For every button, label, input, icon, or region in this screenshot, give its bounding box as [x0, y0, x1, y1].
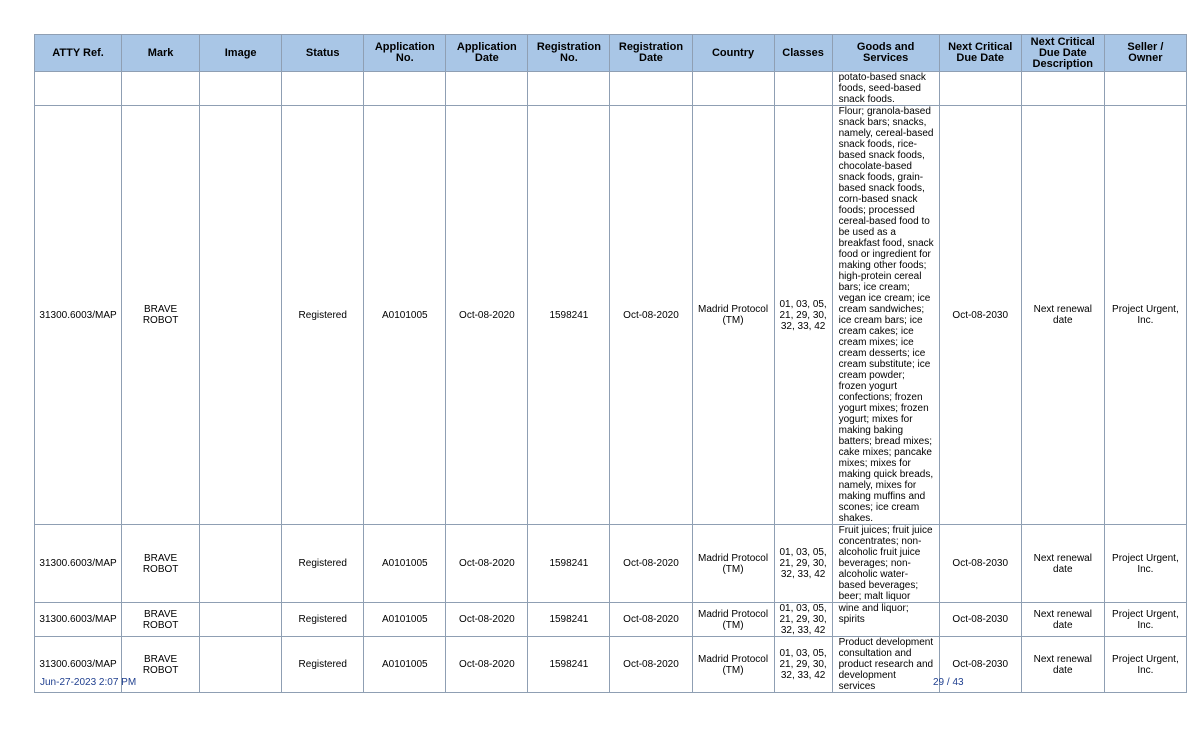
- next-due-date-cell: [939, 72, 1021, 106]
- next-due-date-cell: Oct-08-2030: [939, 637, 1021, 693]
- status-cell: Registered: [282, 603, 364, 637]
- header-application-date: Application Date: [446, 35, 528, 72]
- table-body: [35, 72, 1187, 693]
- registration-no-cell: 1598241: [528, 106, 610, 525]
- next-due-date-cell: Oct-08-2030: [939, 525, 1021, 603]
- application-no-cell: [364, 72, 446, 106]
- image-cell: [200, 525, 282, 603]
- image-cell: [200, 72, 282, 106]
- table-row: [35, 637, 1187, 693]
- application-no-cell: A0101005: [364, 525, 446, 603]
- table-row: [35, 106, 1187, 525]
- atty-ref-cell: 31300.6003/MAP: [35, 525, 122, 603]
- goods-services-cell: potato-based snack foods, seed-based snack foods.: [832, 72, 939, 106]
- header-atty-ref: ATTY Ref.: [35, 35, 122, 72]
- header-next-critical-due-date: Next Critical Due Date: [939, 35, 1021, 72]
- footer-page-number: 29 / 43: [933, 677, 964, 688]
- atty-ref-cell: [35, 72, 122, 106]
- application-date-cell: Oct-08-2020: [446, 106, 528, 525]
- header-application-no: Application No.: [364, 35, 446, 72]
- mark-cell: BRAVE ROBOT: [122, 106, 200, 525]
- atty-ref-cell: 31300.6003/MAP: [35, 637, 122, 693]
- classes-cell: [774, 72, 832, 106]
- image-cell: [200, 637, 282, 693]
- due-date-description-cell: [1021, 72, 1104, 106]
- table-row: [35, 525, 1187, 603]
- status-cell: Registered: [282, 525, 364, 603]
- header-image: Image: [200, 35, 282, 72]
- goods-services-cell: wine and liquor; spirits: [832, 603, 939, 637]
- seller-owner-cell: Project Urgent, Inc.: [1104, 106, 1186, 525]
- atty-ref-cell: 31300.6003/MAP: [35, 603, 122, 637]
- atty-ref-cell: 31300.6003/MAP: [35, 106, 122, 525]
- header-mark: Mark: [122, 35, 200, 72]
- application-date-cell: Oct-08-2020: [446, 637, 528, 693]
- application-no-cell: A0101005: [364, 603, 446, 637]
- goods-services-cell: Product development consultation and product research and development services: [832, 637, 939, 693]
- application-date-cell: Oct-08-2020: [446, 525, 528, 603]
- registration-no-cell: [528, 72, 610, 106]
- mark-cell: BRAVE ROBOT: [122, 603, 200, 637]
- classes-cell: 01, 03, 05, 21, 29, 30, 32, 33, 42: [774, 106, 832, 525]
- seller-owner-cell: Project Urgent, Inc.: [1104, 603, 1186, 637]
- due-date-description-cell: Next renewal date: [1021, 637, 1104, 693]
- mark-cell: BRAVE ROBOT: [122, 637, 200, 693]
- registration-date-cell: [610, 72, 692, 106]
- header-classes: Classes: [774, 35, 832, 72]
- application-no-cell: A0101005: [364, 637, 446, 693]
- status-cell: Registered: [282, 106, 364, 525]
- application-date-cell: Oct-08-2020: [446, 603, 528, 637]
- next-due-date-cell: Oct-08-2030: [939, 106, 1021, 525]
- seller-owner-cell: Project Urgent, Inc.: [1104, 525, 1186, 603]
- header-seller-owner: Seller / Owner: [1104, 35, 1186, 72]
- status-cell: Registered: [282, 637, 364, 693]
- mark-cell: BRAVE ROBOT: [122, 525, 200, 603]
- country-cell: Madrid Protocol (TM): [692, 603, 774, 637]
- header-country: Country: [692, 35, 774, 72]
- header-goods-services: Goods and Services: [832, 35, 939, 72]
- country-cell: [692, 72, 774, 106]
- classes-cell: 01, 03, 05, 21, 29, 30, 32, 33, 42: [774, 525, 832, 603]
- country-cell: Madrid Protocol (TM): [692, 106, 774, 525]
- goods-services-cell: Flour; granola-based snack bars; snacks, namely, cereal-based snack foods, rice-based snack foods, chocolate-based snack foods, grain-based snack foods, corn-based snack foods; processed cereal-based food to be used as a breakfast food, snack food or ingredient for making other foods; high-protein cereal bars; ice cream; vegan ice cream; ice cream sandwiches; ice cream bars; ice cream cakes; ice cream mixes; ice cream desserts; ice cream substitute; ice cream powder; frozen yogurt confections; frozen yogurt mixes; frozen yogurt; mixes for making baking batters; bread mixes; cake mixes; pancake mixes; mixes for making quick breads, namely, mixes for making muffins and scones; ice cream shakes.: [832, 106, 939, 525]
- table-row: [35, 72, 1187, 106]
- due-date-description-cell: Next renewal date: [1021, 525, 1104, 603]
- country-cell: Madrid Protocol (TM): [692, 525, 774, 603]
- image-cell: [200, 106, 282, 525]
- header-registration-date: Registration Date: [610, 35, 692, 72]
- status-cell: [282, 72, 364, 106]
- country-cell: Madrid Protocol (TM): [692, 637, 774, 693]
- next-due-date-cell: Oct-08-2030: [939, 603, 1021, 637]
- seller-owner-cell: Project Urgent, Inc.: [1104, 637, 1186, 693]
- goods-services-cell: Fruit juices; fruit juice concentrates; non-alcoholic fruit juice beverages; non-alcoholic water-based beverages; beer; malt liquor: [832, 525, 939, 603]
- application-no-cell: A0101005: [364, 106, 446, 525]
- footer-print-date: Jun-27-2023 2:07 PM: [40, 677, 137, 688]
- registration-date-cell: Oct-08-2020: [610, 106, 692, 525]
- registration-date-cell: Oct-08-2020: [610, 525, 692, 603]
- due-date-description-cell: Next renewal date: [1021, 106, 1104, 525]
- table-row: [35, 603, 1187, 637]
- registration-date-cell: Oct-08-2020: [610, 637, 692, 693]
- table-header-row: [35, 35, 1187, 72]
- registration-no-cell: 1598241: [528, 525, 610, 603]
- header-registration-no: Registration No.: [528, 35, 610, 72]
- registration-no-cell: 1598241: [528, 637, 610, 693]
- registration-date-cell: Oct-08-2020: [610, 603, 692, 637]
- header-due-date-description: Next Critical Due Date Description: [1021, 35, 1104, 72]
- trademark-table: [34, 34, 1187, 693]
- seller-owner-cell: [1104, 72, 1186, 106]
- header-status: Status: [282, 35, 364, 72]
- mark-cell: [122, 72, 200, 106]
- image-cell: [200, 603, 282, 637]
- application-date-cell: [446, 72, 528, 106]
- registration-no-cell: 1598241: [528, 603, 610, 637]
- due-date-description-cell: Next renewal date: [1021, 603, 1104, 637]
- classes-cell: 01, 03, 05, 21, 29, 30, 32, 33, 42: [774, 637, 832, 693]
- classes-cell: 01, 03, 05, 21, 29, 30, 32, 33, 42: [774, 603, 832, 637]
